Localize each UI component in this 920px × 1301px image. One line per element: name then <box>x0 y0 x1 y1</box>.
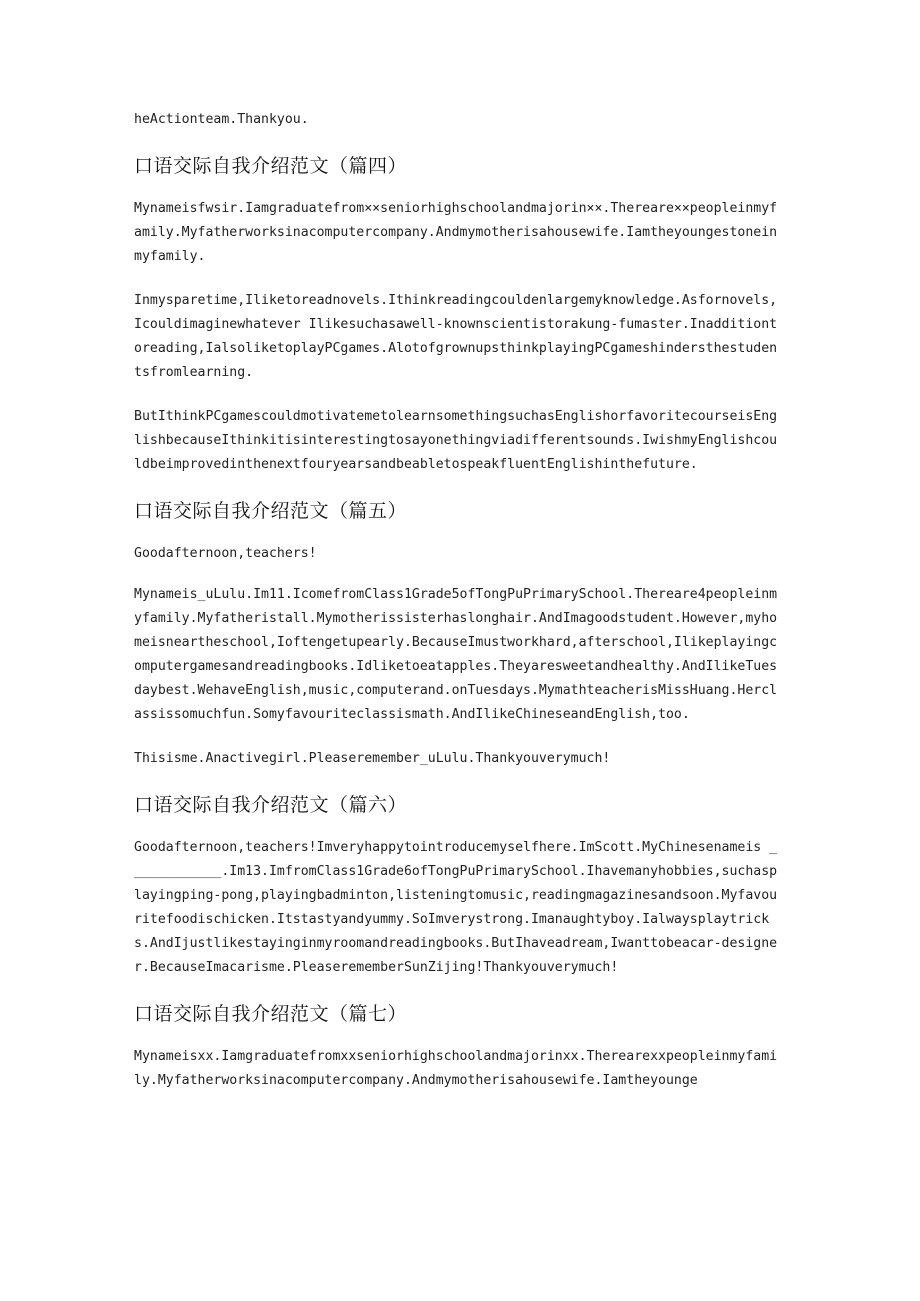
paragraph-5-1: Goodafternoon,teachers! <box>134 546 317 561</box>
paragraph-4-1: Mynameisfwsir.Iamgraduatefrom××seniorhighschoolandmajorin××.Thereare××peopleinmyfamily.Myfatherworksinacomputercompany.Andmymotherisahousewife.Iamtheyoungestoneinmyfamily. <box>134 201 778 264</box>
section-heading-4: 口语交际自我介绍范文（篇四） <box>134 155 408 177</box>
paragraph-4-3: ButIthinkPCgamescouldmotivatemetolearnsomethingsuchasEnglishorfavoritecourseisEnglishbecauseIthinkitisinterestingtosayonethingviadifferentsounds.IwishmyEnglishcouldbeimprovedinthenextfouryearsandbeabletospeakfluentEnglishinthefuture. <box>134 409 778 472</box>
paragraph-5-3: Thisisme.Anactivegirl.Pleaseremember_uLulu.Thankyouverymuch! <box>134 751 611 766</box>
document-page <box>134 108 782 1113</box>
paragraph-6-1: Goodafternoon,teachers!Imveryhappytointroducemyselfhere.ImScott.MyChinesenameis ____________.Im13.ImfromClass1Grade6ofTongPuPrimarySchool.Ihavemanyhobbies,suchasplayingping-pong,playingbadminton,listeningtomusic,readingmagazinesandsoon.Myfavouritefoodischicken.Itstastyandyummy.SoImverystrong.Imanaughtyboy.Ialwaysplaytricks.AndIjustlikestayinginmyroomandreadingbooks.ButIhaveadream,Iwanttobeacar-designer.BecauseImacarisme.PleaserememberSunZijing!Thankyouverymuch! <box>134 840 778 975</box>
paragraph-7-1: Mynameisxx.Iamgraduatefromxxseniorhighschoolandmajorinxx.Therearexxpeopleinmyfamily.Myfatherworksinacomputercompany.Andmymotherisahousewife.Iamtheyounge <box>134 1049 778 1088</box>
paragraph-5-2: Mynameis_uLulu.Im11.IcomefromClass1Grade5ofTongPuPrimarySchool.Thereare4peopleinmyfamily.Myfatheristall.Mymotherissisterhaslonghair.AndImagoodstudent.However,myhomeisneartheschool,Ioftengetupearly.BecauseImustworkhard,afterschool,Ilikeplayingcomputergamesandreadingbooks.Idliketoeatapples.Theyaresweetandhealthy.AndIlikeTuesdaybest.WehaveEnglish,music,computerand.onTuesdays.MymathteacherisMissHuang.Herclassissomuchfun.Somyfavouriteclassismath.AndIlikeChineseandEnglish,too. <box>134 587 778 722</box>
section-heading-6: 口语交际自我介绍范文（篇六） <box>134 794 408 816</box>
paragraph-intro-end: heActionteam.Thankyou. <box>134 112 309 127</box>
section-heading-7: 口语交际自我介绍范文（篇七） <box>134 1003 408 1025</box>
paragraph-4-2: Inmysparetime,Iliketoreadnovels.Ithinkreadingcouldenlargemyknowledge.Asfornovels,Icouldimaginewhatever Ilikesuchasawell-knownscientistorakung-fumaster.Inadditiontoreading,IalsoliketoplayPCgames.AlotofgrownupsthinkplayingPCgameshindersthestudentsfromlearning. <box>134 293 778 380</box>
section-heading-5: 口语交际自我介绍范文（篇五） <box>134 500 408 522</box>
